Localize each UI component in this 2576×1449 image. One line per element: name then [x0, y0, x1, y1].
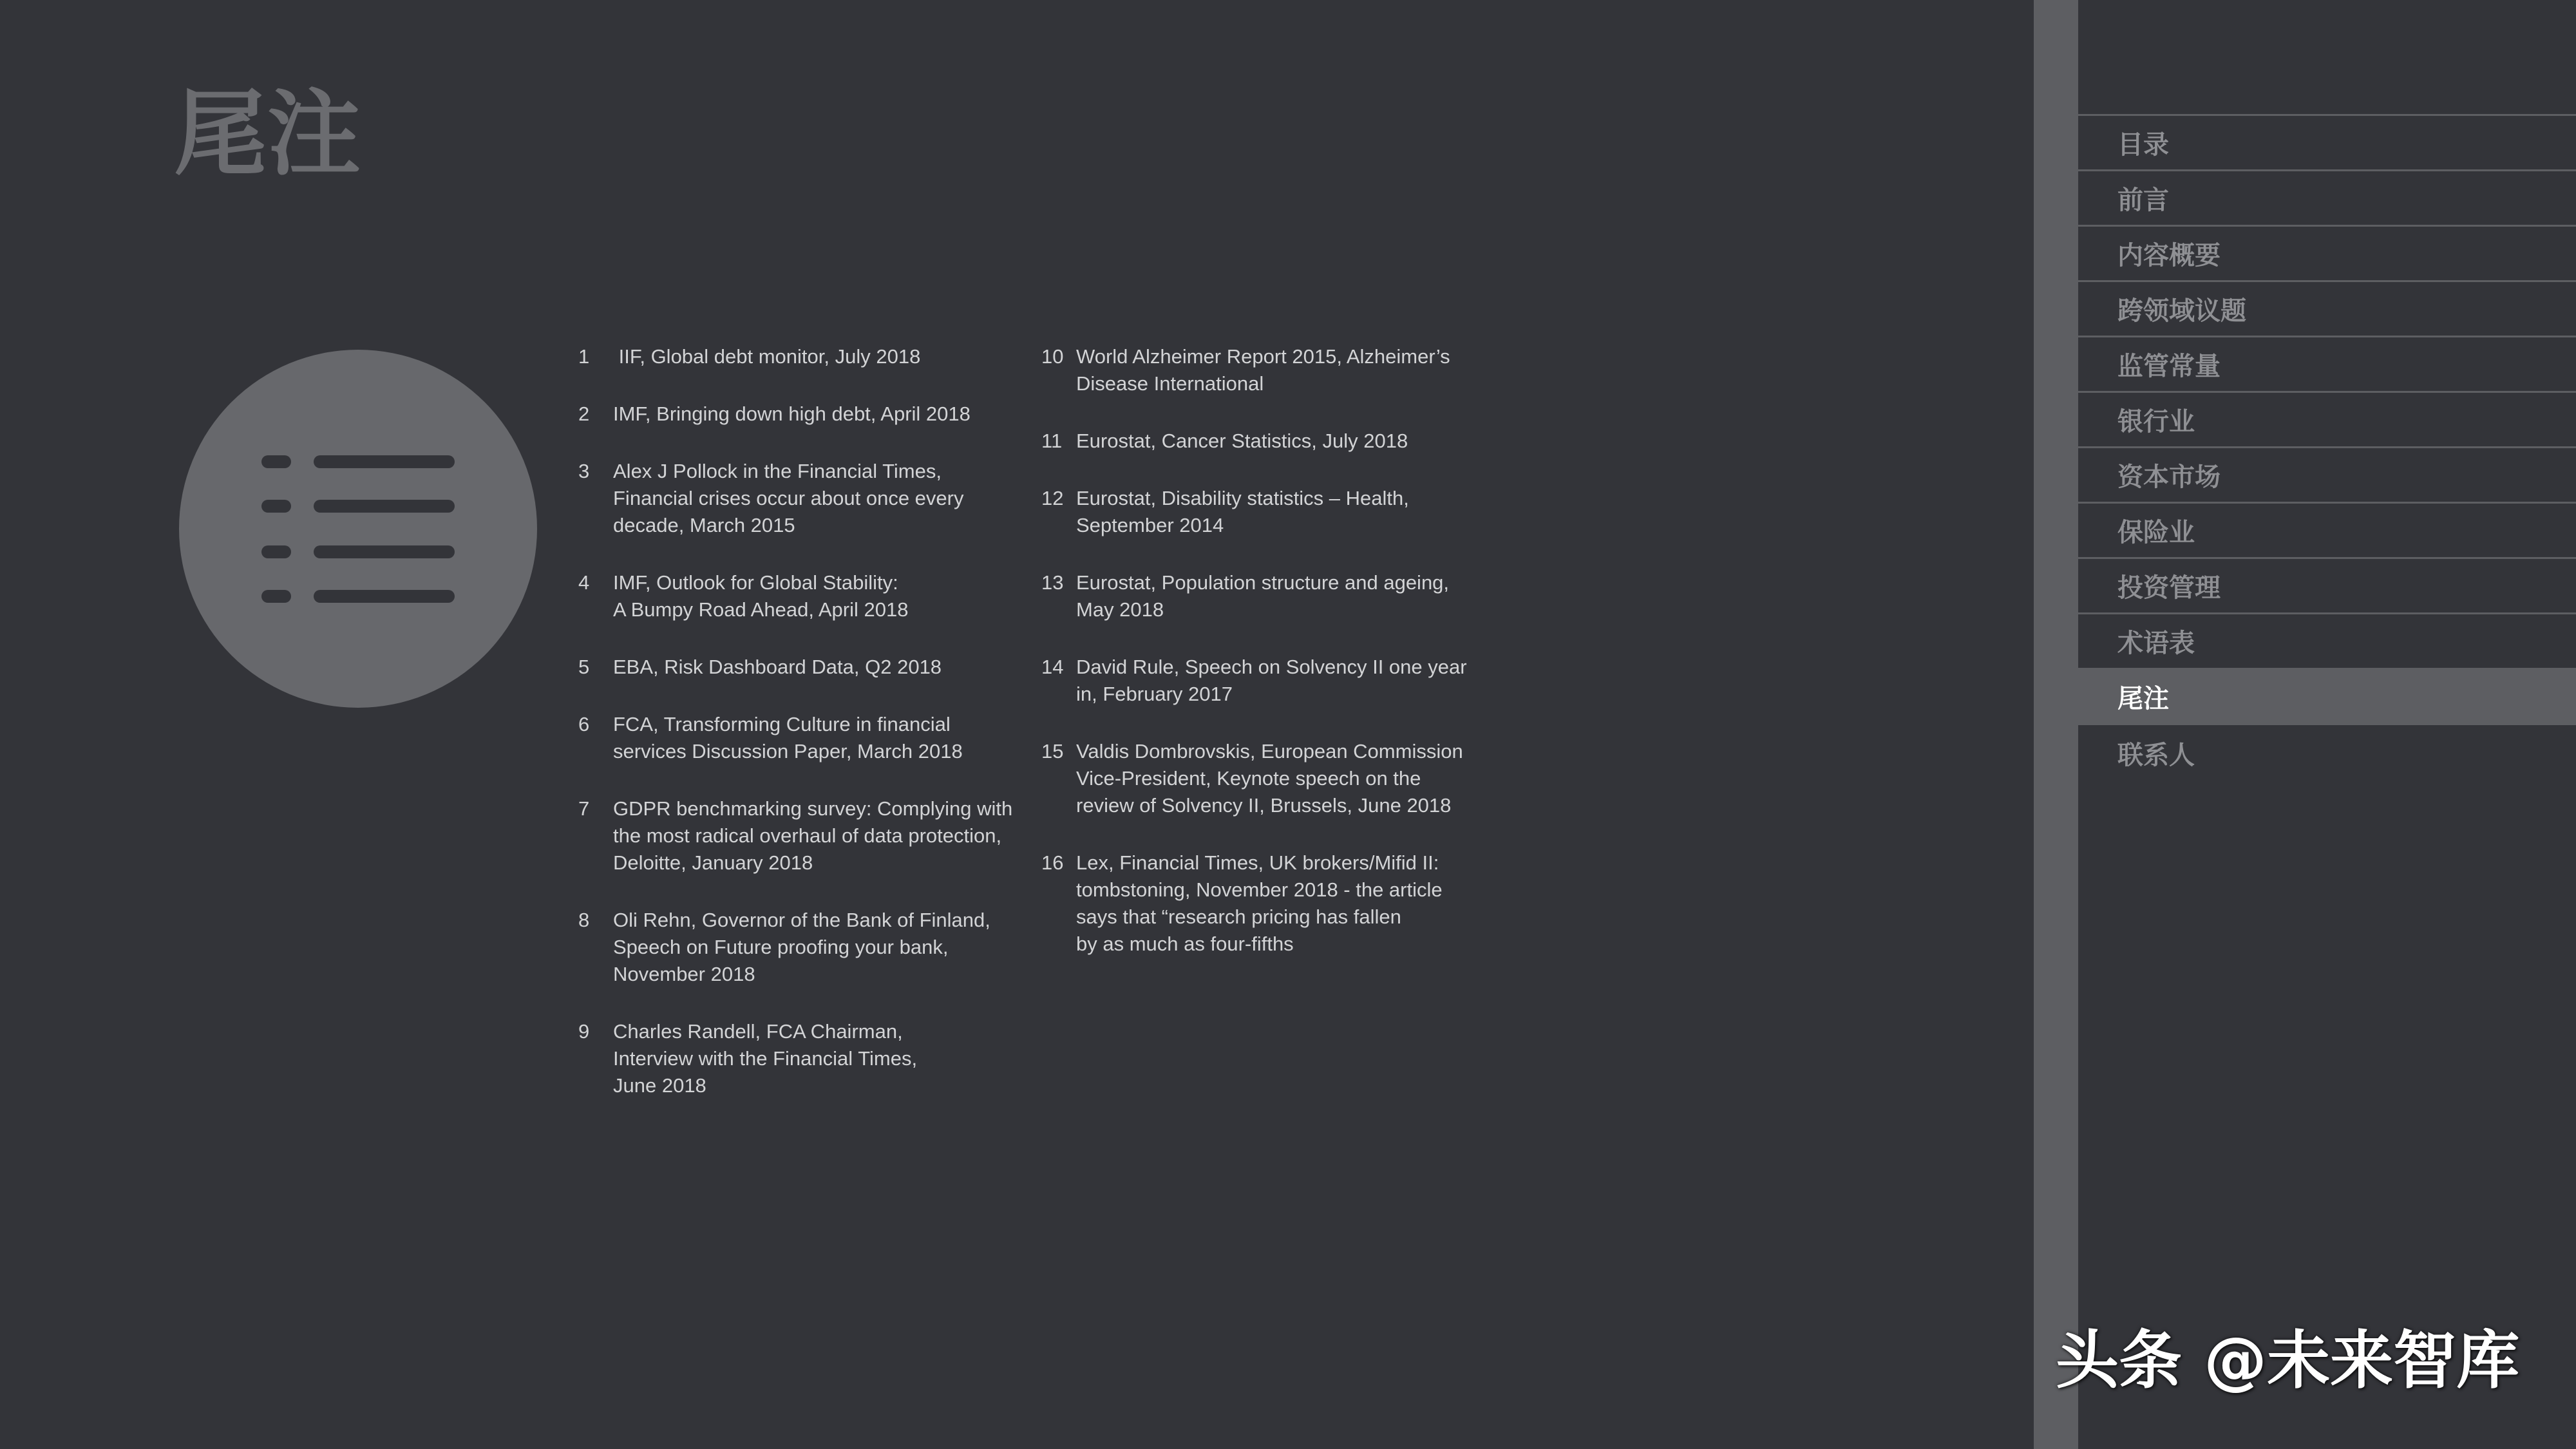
endnote-line: IMF, Bringing down high debt, April 2018: [613, 402, 971, 425]
endnote-line: May 2018: [1076, 598, 1164, 621]
endnote-text: [613, 907, 1029, 988]
endnote-item: [578, 401, 1029, 428]
endnote-number: 14: [1041, 656, 1064, 678]
endnote-number: 11: [1041, 430, 1063, 452]
endnote-item: [1041, 569, 1492, 623]
endnote-item: [578, 654, 1029, 681]
endnote-line: FCA, Transforming Culture in financial: [613, 713, 951, 735]
endnote-number: 1: [578, 345, 590, 368]
endnote-number: 10: [1041, 345, 1064, 368]
endnote-number: 15: [1041, 740, 1064, 762]
page-title: 尾注: [174, 80, 361, 189]
endnote-text: [1076, 849, 1492, 958]
watermark: 头条 @未来智库: [2056, 1324, 2520, 1397]
endnote-line: Eurostat, Disability statistics – Health,: [1076, 487, 1409, 509]
nav-item-11[interactable]: 尾注: [2078, 670, 2576, 725]
list-icon-bullet: [261, 500, 291, 513]
endnote-item: [578, 458, 1029, 539]
list-icon-line: [314, 545, 455, 558]
endnote-number: 7: [578, 797, 590, 820]
endnote-text: [1076, 654, 1492, 708]
nav-item-8[interactable]: 保险业: [2078, 504, 2576, 559]
endnote-line: says that “research pricing has fallen: [1076, 905, 1401, 928]
endnote-text: [613, 1018, 1029, 1099]
list-icon: [179, 350, 537, 708]
endnote-number: 9: [578, 1020, 590, 1043]
endnote-number: 12: [1041, 487, 1064, 509]
list-icon-bullet: [261, 590, 291, 603]
endnote-line: Oli Rehn, Governor of the Bank of Finland,: [613, 909, 990, 931]
endnote-item: [578, 711, 1029, 765]
endnote-item: [1041, 485, 1492, 539]
endnote-line: Vice-President, Keynote speech on the: [1076, 767, 1421, 790]
endnote-item: [1041, 849, 1492, 958]
endnote-line: decade, March 2015: [613, 514, 795, 536]
endnote-text: [1076, 738, 1492, 819]
endnote-line: Charles Randell, FCA Chairman,: [613, 1020, 903, 1043]
endnote-number: 4: [578, 571, 590, 594]
endnote-line: tombstoning, November 2018 - the article: [1076, 878, 1443, 901]
list-icon-bullet: [261, 545, 291, 558]
endnote-line: review of Solvency II, Brussels, June 2018: [1076, 794, 1452, 817]
section-nav: [2078, 114, 2576, 781]
list-icon-line: [314, 455, 455, 468]
sidebar-divider-bar: [2034, 0, 2078, 1449]
endnote-line: Alex J Pollock in the Financial Times,: [613, 460, 942, 482]
endnotes-column-2: [1041, 343, 1492, 988]
nav-item-7[interactable]: 资本市场: [2078, 448, 2576, 504]
endnote-line: by as much as four-fifths: [1076, 933, 1294, 955]
endnote-line: Speech on Future proofing your bank,: [613, 936, 949, 958]
nav-item-9[interactable]: 投资管理: [2078, 559, 2576, 614]
endnote-text: [1076, 343, 1492, 397]
endnotes-column-1: [578, 343, 1029, 1130]
endnote-item: [578, 343, 1029, 370]
endnote-line: Interview with the Financial Times,: [613, 1047, 918, 1070]
endnote-number: 2: [578, 402, 590, 425]
endnote-item: [1041, 428, 1492, 455]
endnote-text: [613, 654, 1029, 681]
endnote-item: [578, 1018, 1029, 1099]
nav-item-3[interactable]: 内容概要: [2078, 227, 2576, 282]
endnote-line: Disease International: [1076, 372, 1264, 395]
endnote-line: A Bumpy Road Ahead, April 2018: [613, 598, 909, 621]
endnote-text: [613, 795, 1029, 876]
list-icon-bullet: [261, 455, 291, 468]
endnote-text: [1076, 485, 1492, 539]
endnote-item: [1041, 654, 1492, 708]
endnote-text: [613, 343, 1029, 370]
endnote-line: GDPR benchmarking survey: Complying with: [613, 797, 1013, 820]
nav-item-5[interactable]: 监管常量: [2078, 337, 2576, 393]
endnote-line: services Discussion Paper, March 2018: [613, 740, 963, 762]
endnote-line: Lex, Financial Times, UK brokers/Mifid II:: [1076, 851, 1439, 874]
endnotes-badge: [179, 350, 537, 708]
endnote-line: Financial crises occur about once every: [613, 487, 964, 509]
nav-item-6[interactable]: 银行业: [2078, 393, 2576, 448]
endnote-line: November 2018: [613, 963, 755, 985]
endnote-text: [613, 711, 1029, 765]
endnote-number: 8: [578, 909, 590, 931]
nav-item-10[interactable]: 术语表: [2078, 614, 2576, 670]
list-icon-line: [314, 500, 455, 513]
endnote-text: [613, 401, 1029, 428]
endnote-number: 16: [1041, 851, 1064, 874]
endnote-line: World Alzheimer Report 2015, Alzheimer’s: [1076, 345, 1450, 368]
endnote-number: 5: [578, 656, 590, 678]
endnote-line: EBA, Risk Dashboard Data, Q2 2018: [613, 656, 942, 678]
endnote-line: IIF, Global debt monitor, July 2018: [613, 345, 921, 368]
nav-item-4[interactable]: 跨领域议题: [2078, 282, 2576, 337]
nav-item-1[interactable]: 目录: [2078, 116, 2576, 171]
endnote-number: 3: [578, 460, 590, 482]
list-icon-line: [314, 590, 455, 603]
nav-item-12[interactable]: 联系人: [2117, 740, 2195, 770]
endnote-line: Valdis Dombrovskis, European Commission: [1076, 740, 1463, 762]
endnote-line: September 2014: [1076, 514, 1224, 536]
endnote-line: IMF, Outlook for Global Stability:: [613, 571, 898, 594]
endnote-line: June 2018: [613, 1074, 706, 1097]
endnote-number: 13: [1041, 571, 1064, 594]
endnote-text: [1076, 569, 1492, 623]
endnote-line: Deloitte, January 2018: [613, 851, 813, 874]
endnote-item: [1041, 738, 1492, 819]
nav-item-2[interactable]: 前言: [2078, 171, 2576, 227]
endnote-line: in, February 2017: [1076, 683, 1233, 705]
endnote-line: Eurostat, Population structure and ageing,: [1076, 571, 1450, 594]
endnote-item: [578, 907, 1029, 988]
endnote-text: [1076, 428, 1492, 455]
endnote-item: [1041, 343, 1492, 397]
endnote-line: Eurostat, Cancer Statistics, July 2018: [1076, 430, 1408, 452]
endnote-item: [578, 795, 1029, 876]
endnote-line: the most radical overhaul of data protection,: [613, 824, 1002, 847]
endnote-text: [613, 569, 1029, 623]
endnote-number: 6: [578, 713, 590, 735]
endnote-item: [578, 569, 1029, 623]
endnote-line: David Rule, Speech on Solvency II one year: [1076, 656, 1467, 678]
endnote-text: [613, 458, 1029, 539]
